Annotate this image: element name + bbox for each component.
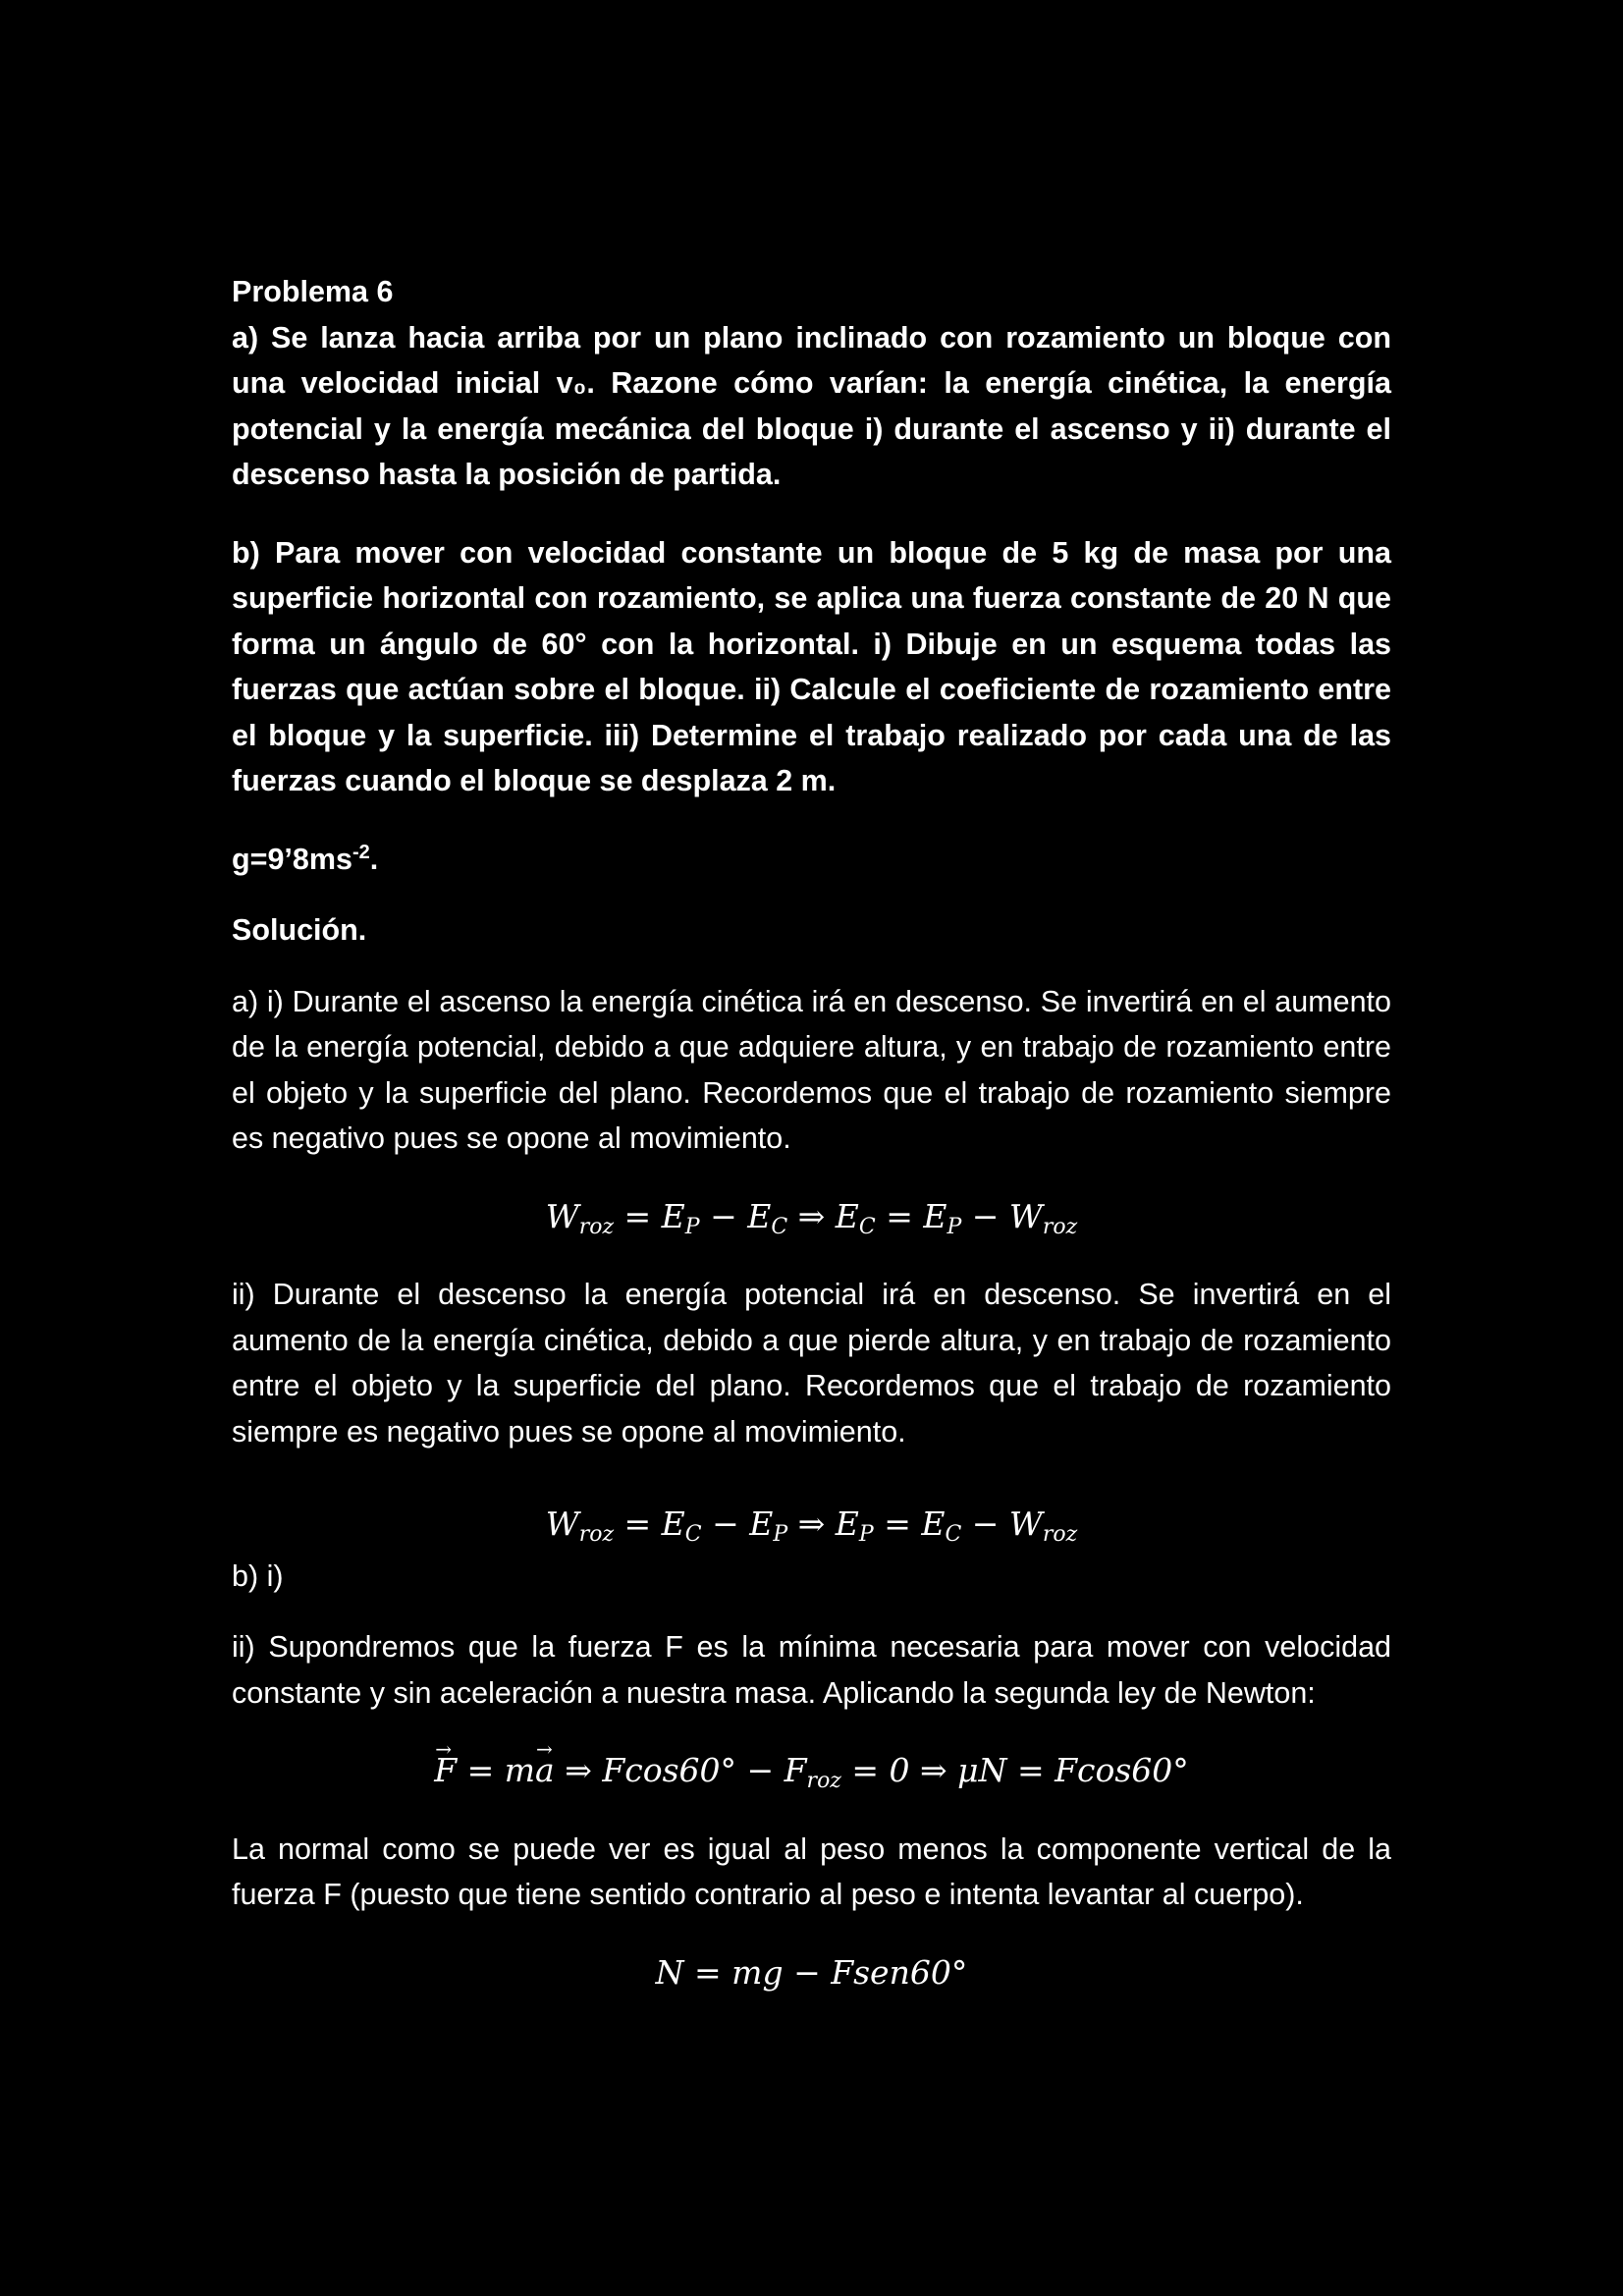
problem-part-b: b) Para mover con velocidad constante un bloque de 5 kg de masa por una superficie horizontal con rozamiento, se aplica una fuerza constante de 20 N que forma un ángulo de 60° con la horizontal. i) Dibuje en un esquema todas las fuerzas que actúan sobre el bloque. ii) Calcule el coeficiente de rozamiento entre el bloque y la superficie. iii) Determine el trabajo realizado por cada una de las fuerzas cuando el bloque se desplaza 2 m. (232, 535, 1391, 797)
equation-1: $W_{roz} = E_P - E_C$ ⇒ $E_C = E_P - W_{roz}$ (545, 1196, 1078, 1239)
solution-a-i: a) i) Durante el ascenso la energía cinética irá en descenso. Se invertirá en el aumento de la energía potencial, debido a que adquiere altura, y en trabajo de rozamiento entre el objeto y la superficie del plano. Recordemos que el trabajo de rozamiento siempre es negativo pues se opone al movimiento. (232, 984, 1391, 1156)
solution-heading: Solución. (232, 913, 367, 948)
equation-3: → F = m→ a ⇒ $Fcos60^\circ - F_{roz} = 0$ ⇒ μN = Fcos60° (232, 1748, 1391, 1794)
solution-b-ii: ii) Supondremos que la fuerza F es la mínima necesaria para mover con velocidad constante y sin aceleración a nuestra masa. Aplicando la segunda ley de Newton: (232, 1630, 1391, 1710)
equation-4: N = mg − Fsen60° (655, 1952, 968, 1992)
problem-part-a: a) Se lanza hacia arriba por un plano inclinado con rozamiento un bloque con una velocidad inicial v₀. Razone cómo varían: la energía cinética, la energía potencial y la energía mecánica del bloque i) durante el ascenso y ii) durante el descenso hasta la posición de partida. (232, 320, 1391, 491)
equation-2: $W_{roz} = E_C - E_P$ ⇒ $E_P = E_C - W_{roz}$ (545, 1504, 1078, 1548)
problem-title: Problema 6 (232, 275, 394, 308)
solution-a-ii: ii) Durante el descenso la energía potencial irá en descenso. Se invertirá en el aumento de la energía cinética, debido a que pierde altura, y en trabajo de rozamiento entre el objeto y la superficie del plano. Recordemos que el trabajo de rozamiento siempre es negativo pues se opone al movimiento. (232, 1278, 1391, 1449)
gravity-base: g=9’8ms (232, 842, 352, 876)
gravity-exponent: -2 (352, 841, 370, 863)
gravity-end: . (369, 842, 379, 876)
solution-b-i: b) i) (232, 1558, 284, 1593)
document-content (232, 269, 1391, 1995)
gravity-value (232, 830, 1391, 883)
solution-normal-text: La normal como se puede ver es igual al peso menos la componente vertical de la fuerza F (puesto que tiene sentido contrario al peso e intenta levantar al cuerpo). (232, 1831, 1391, 1912)
